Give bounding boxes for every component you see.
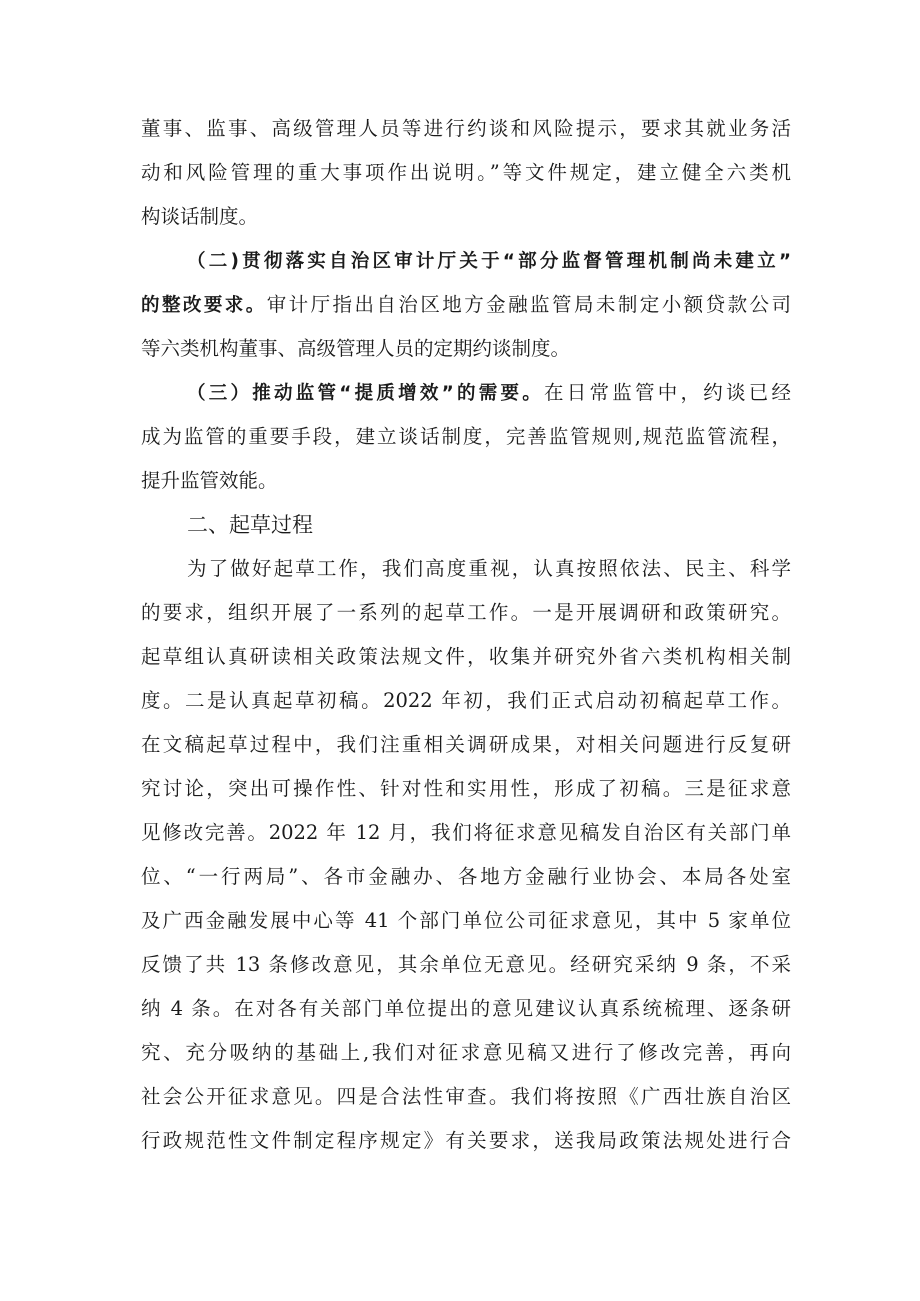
paragraph-supervision-efficiency <box>141 371 791 503</box>
text-line: 董事、监事、高级管理人员等进行约谈和风险提示，要求其就业务活 <box>141 117 791 140</box>
text-line: 的要求，组织开展了一系列的起草工作。一是开展调研和政策研究。 <box>141 601 791 624</box>
bold-heading-text: 的整改要求。 <box>141 295 267 316</box>
text-line: 在文稿起草过程中，我们注重相关调研成果，对相关问题进行反复研 <box>141 733 791 756</box>
text-line: 纳 4 条。在对各有关部门单位提出的意见建议认真系统梳理、逐条研 <box>141 997 791 1020</box>
text-line: 成为监管的重要手段，建立谈话制度，完善监管规则,规范监管流程， <box>141 425 791 448</box>
text-line: 反馈了共 13 条修改意见，其余单位无意见。经研究采纳 9 条，不采 <box>141 953 791 976</box>
text-line: 为了做好起草工作，我们高度重视，认真按照依法、民主、科学 <box>187 557 791 580</box>
text-line: 行政规范性文件制定程序规定》有关要求，送我局政策法规处进行合 <box>141 1129 791 1152</box>
text-line: 社会公开征求意见。四是合法性审查。我们将按照《广西壮族自治区 <box>141 1085 791 1108</box>
text-line: 究讨论，突出可操作性、针对性和实用性，形成了初稿。三是征求意 <box>141 777 791 800</box>
body-text: 审计厅指出自治区地方金融监管局未制定小额贷款公司 <box>266 293 791 316</box>
text-line <box>141 239 791 283</box>
document-page <box>141 107 791 1163</box>
bold-heading-text: （三）推动监管“提质增效”的需要。 <box>187 383 545 404</box>
text-line: 见修改完善。2022 年 12 月，我们将征求意见稿发自治区有关部门单 <box>141 821 791 844</box>
paragraph-drafting-process <box>141 547 791 1163</box>
text-line: 究、充分吸纳的基础上,我们对征求意见稿又进行了修改完善，再向 <box>141 1041 791 1064</box>
body-text: 在日常监管中，约谈已经 <box>544 381 791 404</box>
text-line: 起草组认真研读相关政策法规文件，收集并研究外省六类机构相关制 <box>141 645 791 668</box>
paragraph-interview-system <box>141 107 791 239</box>
paragraph-audit-rectification <box>141 239 791 371</box>
bold-heading-text: （二)贯彻落实自治区审计厅关于“部分监督管理机制尚未建立” <box>187 251 791 272</box>
text-line: 构谈话制度。 <box>141 205 259 228</box>
text-line: 度。二是认真起草初稿。2022 年初，我们正式启动初稿起草工作。 <box>141 689 791 712</box>
text-line: 及广西金融发展中心等 41 个部门单位公司征求意见，其中 5 家单位 <box>141 909 791 932</box>
text-line: 动和风险管理的重大事项作出说明。”等文件规定，建立健全六类机 <box>141 161 791 184</box>
text-line: 位、“一行两局”、各市金融办、各地方金融行业协会、本局各处室 <box>141 865 791 888</box>
text-line: 等六类机构董事、高级管理人员的定期约谈制度。 <box>141 337 571 360</box>
text-line: 提升监管效能。 <box>141 469 278 492</box>
section-heading: 二、起草过程 <box>187 513 313 537</box>
text-line <box>141 371 791 415</box>
text-line <box>141 283 791 327</box>
